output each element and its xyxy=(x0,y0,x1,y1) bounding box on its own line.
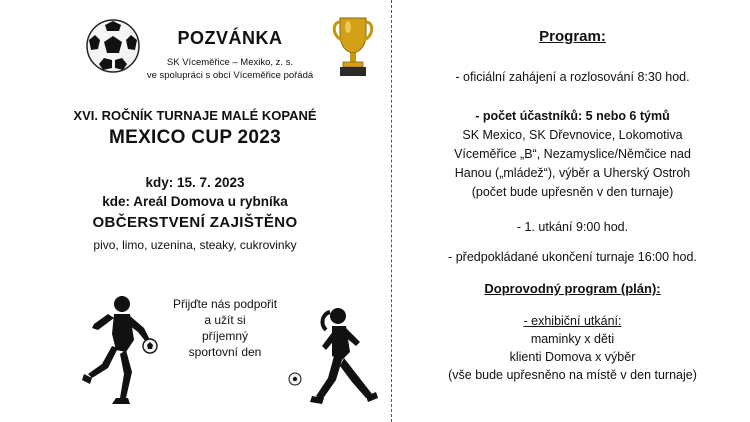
event-place: kde: Areál Domova u rybníka xyxy=(102,194,288,209)
side-program-heading: Doprovodný program (plán): xyxy=(484,281,661,296)
page-title: POZVÁNKA xyxy=(177,28,283,48)
program-opening: - oficiální zahájení a rozlosování 8:30 hod. xyxy=(455,70,690,84)
teams-line: Hanou („mládež“), výběr a Uherský Ostroh xyxy=(454,166,691,180)
footballer-silhouette-icon xyxy=(80,294,160,406)
tournament-edition: XVI. ROČNÍK TURNAJE MALÉ KOPANÉ xyxy=(73,108,317,123)
cup-name: MEXICO CUP 2023 xyxy=(108,127,282,148)
exhibition-line: klienti Domova x výběr xyxy=(509,350,636,364)
exhibition-heading: - exhibiční utkání: xyxy=(523,314,622,328)
exhibition-line: maminky x děti xyxy=(530,332,615,346)
invitation-line: Přijďte nás podpořit xyxy=(172,297,278,311)
refreshments-heading: OBČERSTVENÍ ZAJIŠTĚNO xyxy=(92,214,298,231)
teams-line: SK Mexico, SK Dřevnovice, Lokomotiva xyxy=(462,128,683,142)
soccer-ball-icon xyxy=(288,372,302,386)
invitation-text xyxy=(150,296,300,360)
teams-heading: - počet účastníků: 5 nebo 6 týmů xyxy=(475,109,670,123)
female-runner-silhouette-icon xyxy=(308,306,380,410)
teams-line: Víceměřice „B“, Nezamyslice/Němčice nad xyxy=(454,147,691,161)
invitation-line: příjemný xyxy=(201,329,248,343)
invitation-line: sportovní den xyxy=(188,345,262,359)
invitation-line: a užít si xyxy=(204,313,246,327)
refreshments-list: pivo, limo, uzenina, steaky, cukrovinky xyxy=(93,238,297,252)
event-date: kdy: 15. 7. 2023 xyxy=(145,175,245,190)
program-first-match: - 1. utkání 9:00 hod. xyxy=(516,220,629,234)
organizer-line-2: ve spolupráci s obcí Víceměřice pořádá xyxy=(146,70,314,81)
program-end-time: - předpokládané ukončení turnaje 16:00 hod. xyxy=(448,250,697,264)
teams-line: (počet bude upřesněn v den turnaje) xyxy=(471,185,674,199)
exhibition-block xyxy=(400,312,745,384)
exhibition-line: (vše bude upřesněno na místě v den turnaje) xyxy=(448,368,697,382)
organizer-line-1: SK Víceměřice – Mexiko, z. s. xyxy=(166,57,294,68)
column-divider xyxy=(391,0,392,422)
program-teams xyxy=(400,107,745,202)
program-heading: Program: xyxy=(539,28,606,45)
